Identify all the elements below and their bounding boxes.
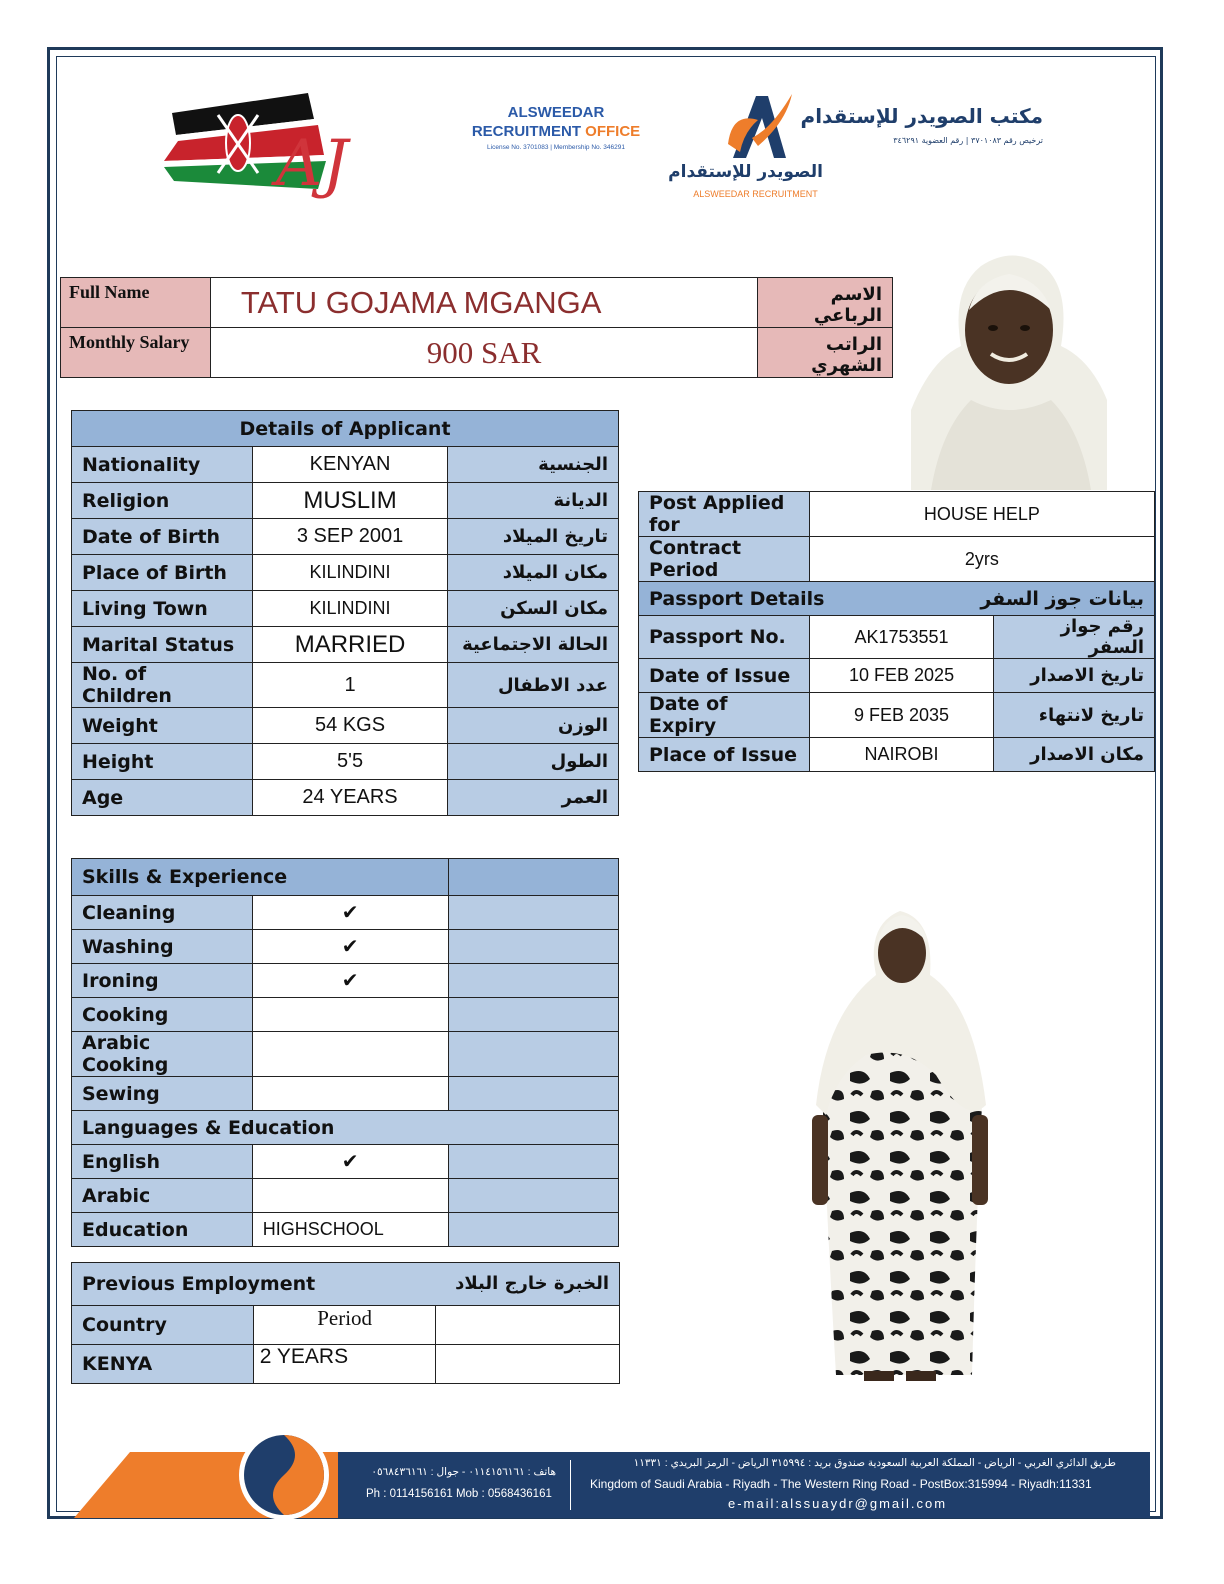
skill-row xyxy=(72,1032,619,1077)
passport-label: Passport No. xyxy=(639,616,810,659)
skill-row xyxy=(72,998,619,1032)
a-logo-arabic: الصويدر للإستقدام xyxy=(668,162,823,182)
language-row xyxy=(72,1213,619,1247)
skill-check: ✔ xyxy=(252,896,448,930)
details-label: Nationality xyxy=(72,447,253,483)
passport-details-title-arabic: بيانات جوز السفر xyxy=(980,587,1144,610)
full-name-label: Full Name xyxy=(61,278,211,328)
contract-period-label: Contract Period xyxy=(639,537,810,582)
period-label: Period xyxy=(253,1306,436,1345)
details-row xyxy=(72,744,619,780)
education-extra xyxy=(448,1213,618,1247)
passport-details-title: Passport Details xyxy=(649,587,825,610)
details-arabic-label: العمر xyxy=(448,780,619,816)
passport-value: 9 FEB 2035 xyxy=(809,693,994,738)
skills-table xyxy=(71,858,619,1247)
details-header: Details of Applicant xyxy=(72,411,619,447)
details-arabic-label: الديانة xyxy=(448,483,619,519)
salary-arabic-label: الراتب الشهري xyxy=(758,328,893,378)
previous-employment-table xyxy=(71,1262,620,1384)
a-logo-english: ALSWEEDAR RECRUITMENT xyxy=(693,189,818,199)
applicant-details-table xyxy=(71,410,619,816)
details-arabic-label: مكان السكن xyxy=(448,591,619,627)
details-row xyxy=(72,780,619,816)
education-label: Education xyxy=(72,1213,253,1247)
kenya-flag-aj-logo xyxy=(158,85,368,210)
details-label: Height xyxy=(72,744,253,780)
employment-extra-value xyxy=(436,1345,620,1384)
details-label: Place of Birth xyxy=(72,555,253,591)
details-arabic-label: الوزن xyxy=(448,708,619,744)
office-name-line1: ALSWEEDAR xyxy=(507,104,605,121)
skill-label: Cleaning xyxy=(72,896,253,930)
passport-row xyxy=(639,693,1155,738)
office-arabic-title: مكتب الصويدر للإستقدام xyxy=(800,104,1043,128)
details-value: 5'5 xyxy=(252,744,448,780)
language-row xyxy=(72,1145,619,1179)
details-arabic-label: تاريخ الميلاد xyxy=(448,519,619,555)
office-arabic-logo xyxy=(800,104,1043,145)
footer-address-arabic: طريق الدائري الغربي - الرياض - المملكة العربية السعودية صندوق بريد : ٣١٥٩٩٤ الرياض - الرمز البريدي : ١١٣٣١ xyxy=(633,1457,1116,1469)
details-label: Religion xyxy=(72,483,253,519)
language-label: Arabic xyxy=(72,1179,253,1213)
employment-header xyxy=(72,1263,620,1306)
language-check xyxy=(252,1179,448,1213)
details-arabic-label: عدد الاطفال xyxy=(448,663,619,708)
details-value: KENYAN xyxy=(252,447,448,483)
details-label: No. of Children xyxy=(72,663,253,708)
passport-value: 10 FEB 2025 xyxy=(809,659,994,693)
details-label: Age xyxy=(72,780,253,816)
skill-extra xyxy=(448,1032,618,1077)
skill-label: Ironing xyxy=(72,964,253,998)
salary-label: Monthly Salary xyxy=(61,328,211,378)
skill-check: ✔ xyxy=(252,964,448,998)
skill-label: Arabic Cooking xyxy=(72,1032,253,1077)
skills-header-blank xyxy=(448,859,618,896)
details-value: 1 xyxy=(252,663,448,708)
skill-extra xyxy=(448,930,618,964)
details-arabic-label: الجنسية xyxy=(448,447,619,483)
license-line: License No. 3701083 | Membership No. 346291 xyxy=(487,144,625,151)
languages-header: Languages & Education xyxy=(72,1111,619,1145)
post-passport-table xyxy=(638,491,1155,772)
applicant-full-body-photo xyxy=(806,905,992,1383)
skill-row xyxy=(72,896,619,930)
details-value: KILINDINI xyxy=(252,591,448,627)
details-row xyxy=(72,627,619,663)
post-applied-value: HOUSE HELP xyxy=(809,492,1154,537)
skill-extra xyxy=(448,998,618,1032)
footer-address-english: Kingdom of Saudi Arabia - Riyadh - The Western Ring Road - PostBox:315994 - Riyadh:11331 xyxy=(590,1477,1092,1491)
employment-title: Previous Employment xyxy=(82,1273,316,1295)
country-value: KENYA xyxy=(72,1345,254,1384)
details-value: 24 YEARS xyxy=(252,780,448,816)
skill-label: Sewing xyxy=(72,1077,253,1111)
name-salary-table xyxy=(60,277,893,378)
details-value: 54 KGS xyxy=(252,708,448,744)
passport-value: NAIROBI xyxy=(809,738,994,772)
passport-label: Date of Issue xyxy=(639,659,810,693)
skill-check xyxy=(252,1077,448,1111)
footer-orange-shape xyxy=(74,1430,364,1520)
aj-logo-text: AJ xyxy=(276,127,348,201)
details-label: Date of Birth xyxy=(72,519,253,555)
details-label: Weight xyxy=(72,708,253,744)
details-value: MARRIED xyxy=(252,627,448,663)
passport-arabic-label: تاريخ الاصدار xyxy=(994,659,1155,693)
skill-check xyxy=(252,998,448,1032)
passport-row xyxy=(639,616,1155,659)
passport-row xyxy=(639,738,1155,772)
office-name-line2b: OFFICE xyxy=(585,123,641,140)
post-applied-label: Post Applied for xyxy=(639,492,810,537)
skill-label: Washing xyxy=(72,930,253,964)
skill-row xyxy=(72,930,619,964)
full-name-value: TATU GOJAMA MGANGA xyxy=(210,278,757,328)
details-value: 3 SEP 2001 xyxy=(252,519,448,555)
contract-period-value: 2yrs xyxy=(809,537,1154,582)
skill-label: Cooking xyxy=(72,998,253,1032)
employment-title-arabic: الخبرة خارج البلاد xyxy=(455,1273,609,1294)
country-label: Country xyxy=(72,1306,254,1345)
footer-phone-arabic: هاتف : ٠١١٤١٥٦١٦١ - جوال : ٠٥٦٨٤٣٦١٦١ xyxy=(371,1466,556,1478)
language-label: English xyxy=(72,1145,253,1179)
skill-row xyxy=(72,1077,619,1111)
office-name-logo xyxy=(466,104,646,151)
office-name-line2a: RECRUITMENT xyxy=(471,123,586,140)
details-row xyxy=(72,663,619,708)
passport-label: Date of Expiry xyxy=(639,693,810,738)
passport-arabic-label: رقم جواز السفر xyxy=(994,616,1155,659)
passport-details-header xyxy=(639,582,1155,616)
details-arabic-label: الطول xyxy=(448,744,619,780)
details-value: MUSLIM xyxy=(252,483,448,519)
details-row xyxy=(72,708,619,744)
office-arabic-license: ترخيص رقم ٣٧٠١٠٨٣ | رقم العضوية ٣٤٦٢٩١ xyxy=(893,136,1043,145)
period-value: 2 YEARS xyxy=(253,1345,436,1384)
passport-row xyxy=(639,659,1155,693)
skill-check: ✔ xyxy=(252,930,448,964)
details-arabic-label: الحالة الاجتماعية xyxy=(448,627,619,663)
language-check: ✔ xyxy=(252,1145,448,1179)
passport-label: Place of Issue xyxy=(639,738,810,772)
footer-divider xyxy=(570,1460,571,1510)
skills-header: Skills & Experience xyxy=(72,859,449,896)
employment-extra-header xyxy=(436,1306,620,1345)
skill-check xyxy=(252,1032,448,1077)
skill-extra xyxy=(448,896,618,930)
full-name-arabic-label: الاسم الرباعي xyxy=(758,278,893,328)
passport-value: AK1753551 xyxy=(809,616,994,659)
skill-row xyxy=(72,964,619,998)
footer-phone-english: Ph : 0114156161 Mob : 0568436161 xyxy=(366,1488,552,1500)
details-row xyxy=(72,555,619,591)
language-extra xyxy=(448,1145,618,1179)
skill-extra xyxy=(448,1077,618,1111)
language-row xyxy=(72,1179,619,1213)
language-extra xyxy=(448,1179,618,1213)
applicant-portrait-photo xyxy=(911,250,1107,490)
passport-arabic-label: مكان الاصدار xyxy=(994,738,1155,772)
details-row xyxy=(72,447,619,483)
skill-extra xyxy=(448,964,618,998)
salary-value: 900 SAR xyxy=(210,328,757,378)
passport-arabic-label: تاريخ لانتهاء xyxy=(994,693,1155,738)
details-label: Living Town xyxy=(72,591,253,627)
details-value: KILINDINI xyxy=(252,555,448,591)
education-value: HIGHSCHOOL xyxy=(252,1213,448,1247)
details-row xyxy=(72,519,619,555)
footer-email: e-mail:alssuaydr@gmail.com xyxy=(728,1496,948,1511)
details-row xyxy=(72,483,619,519)
details-arabic-label: مكان الميلاد xyxy=(448,555,619,591)
details-label: Marital Status xyxy=(72,627,253,663)
details-row xyxy=(72,591,619,627)
